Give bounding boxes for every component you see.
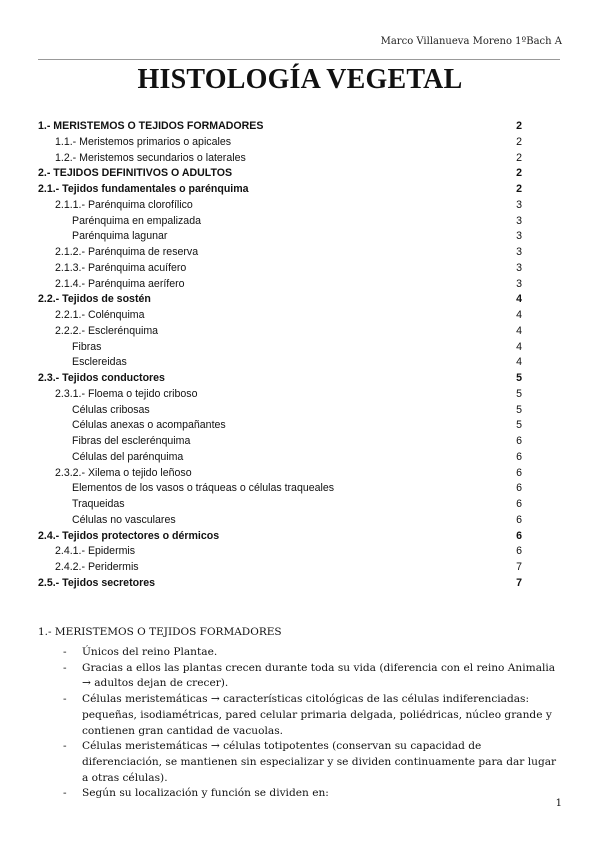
toc-entry[interactable] bbox=[38, 403, 522, 419]
toc-entry-page: 6 bbox=[516, 529, 522, 542]
toc-entry[interactable] bbox=[38, 371, 522, 387]
bullet-item bbox=[63, 739, 562, 786]
toc-entry-page: 3 bbox=[516, 277, 522, 290]
toc-entry-page: 4 bbox=[516, 356, 522, 369]
toc-entry[interactable] bbox=[38, 497, 522, 513]
toc-entry-page: 5 bbox=[516, 372, 522, 384]
toc-entry-page: 5 bbox=[516, 387, 522, 400]
toc-entry-label: 1.- MERISTEMOS O TEJIDOS FORMADORES bbox=[38, 120, 264, 132]
toc-entry[interactable] bbox=[38, 560, 522, 576]
toc-entry-label: Fibras del esclerénquima bbox=[72, 435, 191, 447]
toc-entry-label: 2.1.4.- Parénquima aerífero bbox=[55, 277, 185, 290]
header-rule bbox=[38, 59, 560, 60]
toc-entry-label: 2.2.2.- Esclerénquima bbox=[55, 324, 159, 337]
toc-entry-label: Células cribosas bbox=[72, 403, 150, 416]
toc-entry[interactable] bbox=[38, 229, 522, 245]
toc-entry[interactable] bbox=[38, 450, 522, 466]
toc-entry-page: 5 bbox=[516, 419, 522, 432]
toc-entry[interactable] bbox=[38, 135, 522, 151]
toc-entry[interactable] bbox=[38, 340, 522, 356]
toc-entry-label: 2.4.- Tejidos protectores o dérmicos bbox=[38, 529, 220, 542]
toc-entry[interactable] bbox=[38, 481, 522, 497]
toc-entry[interactable] bbox=[38, 308, 522, 324]
toc-entry-page: 6 bbox=[516, 482, 522, 495]
toc-entry-page: 4 bbox=[516, 293, 522, 306]
toc-entry[interactable] bbox=[38, 119, 522, 135]
toc-entry[interactable] bbox=[38, 261, 522, 277]
toc-entry-page: 2 bbox=[516, 167, 522, 180]
toc-entry[interactable] bbox=[38, 529, 522, 545]
toc-entry-page: 4 bbox=[516, 324, 522, 337]
toc-entry[interactable] bbox=[38, 387, 522, 403]
toc-entry-page: 7 bbox=[516, 561, 522, 573]
bullet-marker: - bbox=[63, 693, 67, 706]
toc-entry[interactable] bbox=[38, 544, 522, 560]
toc-entry[interactable] bbox=[38, 513, 522, 529]
toc-entry-label: 2.2.1.- Colénquima bbox=[55, 309, 145, 321]
toc-entry-label: Parénquima lagunar bbox=[72, 230, 168, 243]
toc-entry-label: Células no vasculares bbox=[72, 513, 176, 526]
toc-entry-page: 6 bbox=[516, 466, 522, 479]
toc-entry-label: 2.1.3.- Parénquima acuífero bbox=[55, 261, 187, 274]
toc-entry[interactable] bbox=[38, 418, 522, 434]
toc-entry[interactable] bbox=[38, 277, 522, 293]
toc-entry[interactable] bbox=[38, 245, 522, 261]
toc-entry-label: 2.1.- Tejidos fundamentales o parénquima bbox=[38, 183, 249, 195]
toc-entry-page: 4 bbox=[516, 309, 522, 321]
bullet-item bbox=[63, 661, 562, 692]
bullet-text: Únicos del reino Plantae. bbox=[82, 646, 218, 658]
toc-entry[interactable] bbox=[38, 576, 522, 592]
bullet-text: Gracias a ellos las plantas crecen durante toda su vida (diferencia con el reino Animalia → adultos dejan de crecer). bbox=[82, 661, 556, 690]
toc-entry[interactable] bbox=[38, 434, 522, 450]
bullet-marker: - bbox=[63, 646, 67, 658]
bullet-item bbox=[63, 786, 562, 802]
toc-entry-page: 2 bbox=[516, 135, 522, 148]
toc-entry-label: Traqueidas bbox=[72, 498, 125, 510]
toc-entry[interactable] bbox=[38, 355, 522, 371]
toc-entry-label: Fibras bbox=[72, 340, 102, 353]
bullet-text: Según su localización y función se dividen en: bbox=[82, 787, 329, 800]
toc-entry[interactable] bbox=[38, 151, 522, 167]
toc-entry[interactable] bbox=[38, 292, 522, 308]
toc-entry-label: 1.2.- Meristemos secundarios o laterales bbox=[55, 151, 246, 164]
bullet-marker: - bbox=[63, 740, 67, 753]
toc-entry-label: Esclereidas bbox=[72, 356, 127, 369]
toc-entry-label: Parénquima en empalizada bbox=[72, 214, 201, 227]
page-header-author: Marco Villanueva Moreno 1ºBach A bbox=[380, 36, 562, 47]
toc-entry[interactable] bbox=[38, 214, 522, 230]
document-title: HISTOLOGÍA VEGETAL bbox=[137, 64, 463, 95]
toc-entry[interactable] bbox=[38, 324, 522, 340]
bullet-text: Células meristemáticas → características citológicas de las células indiferenciadas: pequeñas, isodiamétricas, pared celular primaria delgada, poliédricas, núcleo grande y contienen gran cantidad de vacuolas. bbox=[82, 693, 552, 737]
bullet-marker: - bbox=[63, 787, 67, 800]
toc-entry-page: 2 bbox=[516, 120, 522, 132]
table-of-contents bbox=[38, 119, 522, 592]
toc-entry-page: 2 bbox=[516, 151, 522, 164]
toc-entry-page: 7 bbox=[516, 576, 522, 589]
toc-entry-label: 2.3.- Tejidos conductores bbox=[38, 372, 165, 384]
page-number: 1 bbox=[555, 798, 562, 809]
toc-entry-label: 1.1.- Meristemos primarios o apicales bbox=[55, 135, 232, 148]
toc-entry-page: 3 bbox=[516, 261, 522, 274]
bullet-marker: - bbox=[63, 661, 67, 674]
toc-entry-page: 6 bbox=[516, 435, 522, 447]
toc-entry-label: 2.1.2.- Parénquima de reserva bbox=[55, 246, 199, 258]
toc-entry-page: 3 bbox=[516, 246, 522, 258]
toc-entry-page: 4 bbox=[516, 340, 522, 353]
toc-entry-label: Células del parénquima bbox=[72, 450, 184, 463]
toc-entry-page: 3 bbox=[516, 198, 522, 211]
toc-entry-label: 2.- TEJIDOS DEFINITIVOS O ADULTOS bbox=[38, 167, 233, 180]
toc-entry-label: Elementos de los vasos o tráqueas o células traqueales bbox=[72, 482, 335, 495]
toc-entry-page: 6 bbox=[516, 513, 522, 526]
bullet-list bbox=[63, 645, 562, 802]
toc-entry-page: 3 bbox=[516, 230, 522, 243]
toc-entry[interactable] bbox=[38, 182, 522, 198]
toc-entry-page: 5 bbox=[516, 403, 522, 416]
toc-entry-label: 2.2.- Tejidos de sostén bbox=[38, 293, 151, 306]
toc-entry-label: 2.3.1.- Floema o tejido criboso bbox=[55, 387, 198, 400]
toc-entry-page: 6 bbox=[516, 545, 522, 558]
toc-entry-page: 6 bbox=[516, 498, 522, 510]
toc-entry-label: 2.1.1.- Parénquima clorofílico bbox=[55, 198, 193, 211]
toc-entry-label: Células anexas o acompañantes bbox=[72, 419, 226, 432]
toc-entry[interactable] bbox=[38, 166, 522, 182]
toc-entry-label: 2.5.- Tejidos secretores bbox=[38, 576, 155, 589]
toc-entry-page: 3 bbox=[516, 214, 522, 227]
toc-entry[interactable] bbox=[38, 466, 522, 482]
toc-entry-page: 2 bbox=[516, 183, 522, 195]
bullet-item bbox=[63, 645, 562, 661]
toc-entry-page: 6 bbox=[516, 450, 522, 463]
section-heading: 1.- MERISTEMOS O TEJIDOS FORMADORES bbox=[38, 626, 282, 638]
toc-entry-label: 2.4.2.- Peridermis bbox=[55, 561, 139, 573]
toc-entry-label: 2.3.2.- Xilema o tejido leñoso bbox=[55, 466, 192, 479]
bullet-text: Células meristemáticas → células totipotentes (conservan su capacidad de diferenciación, se mantienen sin especializar y se dividen continuamente para dar lugar a otras células). bbox=[82, 740, 557, 784]
toc-entry[interactable] bbox=[38, 198, 522, 214]
bullet-item bbox=[63, 692, 562, 739]
toc-entry-label: 2.4.1.- Epidermis bbox=[55, 545, 136, 558]
